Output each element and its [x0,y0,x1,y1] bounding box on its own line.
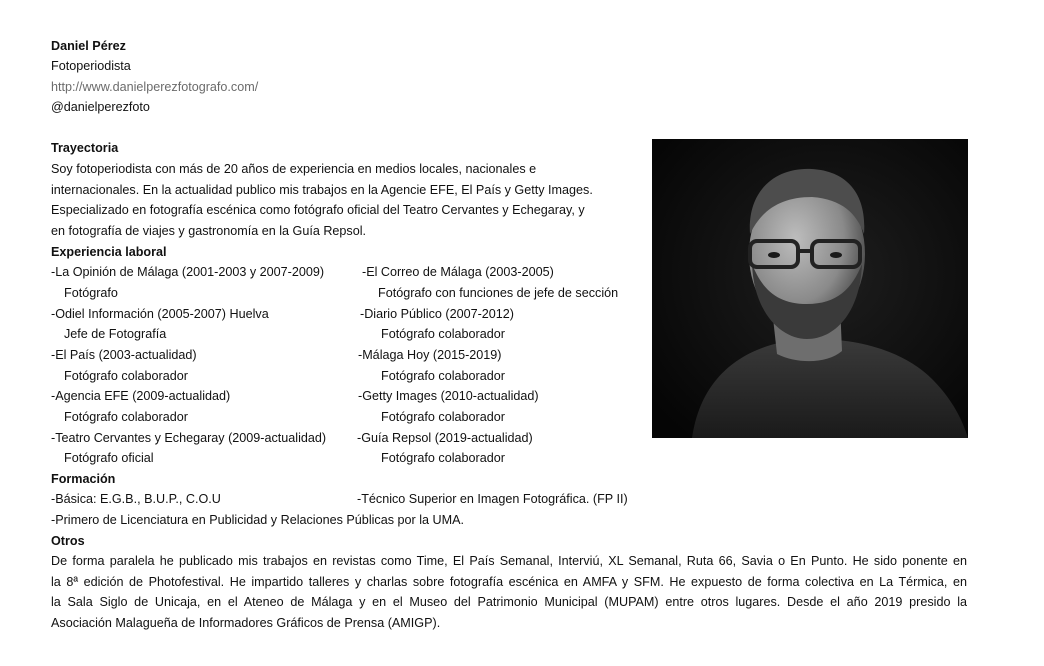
experience-role: Jefe de Fotografía [64,327,167,341]
website-link[interactable]: http://www.danielperezfotografo.com/ [51,80,259,94]
portrait-photo [652,139,968,438]
section-title-experiencia: Experiencia laboral [51,245,167,259]
experience-place: -Diario Público (2007-2012) [360,307,515,321]
experience-role: Fotógrafo con funciones de jefe de sección [378,286,619,300]
experience-place: -El País (2003-actualidad) [51,348,197,362]
otros-line: la Sala Siglo de Unicaja, en el Ateneo de Málaga y en el Museo del Patrimonio Municipal (MUPAM) entre otros lugares. Desde el año 2019 presido la [51,595,967,610]
otros-line: Asociación Malagueña de Informadores Gráficos de Prensa (AMIGP). [51,616,441,631]
trayectoria-line: en fotografía de viajes y gastronomía en la Guía Repsol. [51,224,367,238]
experience-role: Fotógrafo colaborador [381,327,505,341]
section-title-trayectoria: Trayectoria [51,141,119,155]
experience-place: -Teatro Cervantes y Echegaray (2009-actualidad) [51,431,327,445]
otros-paragraph [51,551,967,634]
experience-role: Fotógrafo colaborador [381,410,505,424]
experience-place: -Odiel Información (2005-2007) Huelva [51,307,269,321]
person-role: Fotoperiodista [51,59,131,73]
portrait-illustration [652,139,968,438]
education-item: -Técnico Superior en Imagen Fotográfica. (FP II) [357,492,628,506]
experience-role: Fotógrafo colaborador [381,369,505,383]
experience-place: -El Correo de Málaga (2003-2005) [362,265,554,279]
experience-role: Fotógrafo colaborador [64,369,188,383]
otros-line: De forma paralela he publicado mis trabajos en revistas como Time, El País Semanal, Interviú, XL Semanal, Ruta 66, Savia o En Punto. He sido ponente en [51,554,967,568]
trayectoria-line: Soy fotoperiodista con más de 20 años de experiencia en medios locales, nacionales e [51,162,537,176]
experience-role: Fotógrafo oficial [64,451,154,465]
person-name: Daniel Pérez [51,39,126,53]
education-item: -Primero de Licenciatura en Publicidad y Relaciones Públicas por la UMA. [51,513,464,527]
experience-place: -Guía Repsol (2019-actualidad) [357,431,533,445]
section-title-formacion: Formación [51,472,116,486]
experience-role: Fotógrafo colaborador [64,410,188,424]
trayectoria-line: Especializado en fotografía escénica como fotógrafo oficial del Teatro Cervantes y Echegaray, y [51,203,585,217]
otros-line: la 8ª edición de Photofestival. He impartido talleres y charlas sobre fotografía escénica en AMFA y SFM. He expuesto de forma colectiva en La Térmica, en [51,574,967,589]
education-item: -Básica: E.G.B., B.U.P., C.O.U [51,492,221,506]
social-handle: @danielperezfoto [51,100,150,114]
trayectoria-line: internacionales. En la actualidad publico mis trabajos en la Agencie EFE, El País y Getty Images. [51,183,593,197]
experience-role: Fotógrafo colaborador [381,451,505,465]
experience-place: -Getty Images (2010-actualidad) [358,389,539,403]
experience-place: -La Opinión de Málaga (2001-2003 y 2007-2009) [51,265,325,279]
experience-place: -Málaga Hoy (2015-2019) [358,348,502,362]
experience-role: Fotógrafo [64,286,118,300]
experience-place: -Agencia EFE (2009-actualidad) [51,389,231,403]
section-title-otros: Otros [51,534,85,548]
